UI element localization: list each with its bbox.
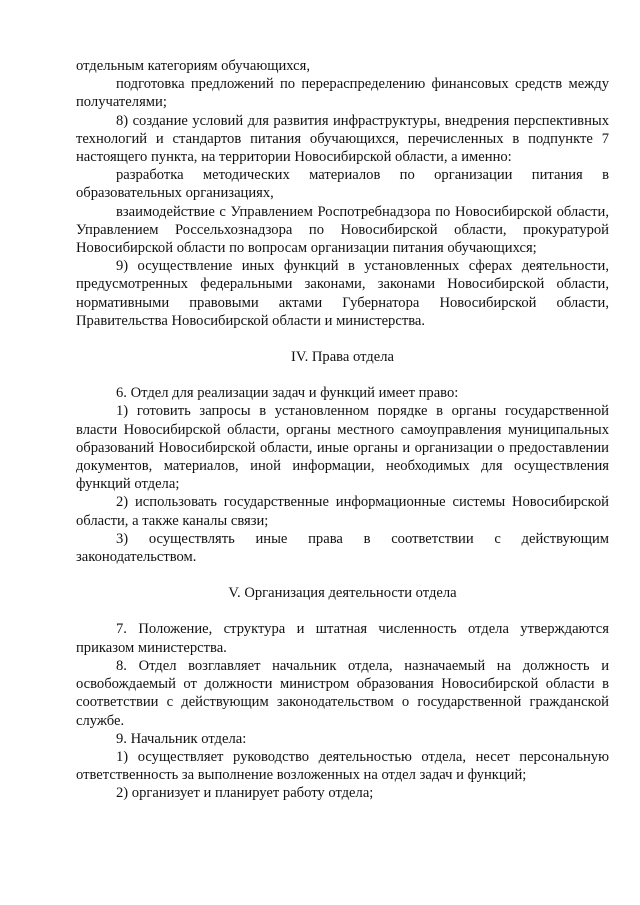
paragraph-6-item-1: 1) готовить запросы в установленном порядке в органы государственной власти Новосибирской области, органы местного самоуправления муниципальных образований Новосибирской области, иные органы и организации о предоставлении документов, материалов, иной информации, необходимых для осуществления функций отдела; [76,403,609,493]
section-4-heading: IV. Права отдела [291,349,394,366]
paragraph-9: 9. Начальник отдела: [116,730,247,747]
paragraph-interaction: взаимодействие с Управлением Роспотребнадзора по Новосибирской области, Управлением Россельхознадзора по Новосибирской области, прокуратурой Новосибирской области по вопросам организации питания обучающихся; [76,203,609,257]
paragraph-methodical-materials: разработка методических материалов по организации питания в образовательных организациях, [76,167,609,202]
paragraph-item-8: 8) создание условий для развития инфраструктуры, внедрения перспективных технологий и стандартов питания обучающихся, перечисленных в подпункте 7 настоящего пункта, на территории Новосибирской области, а именно: [76,112,609,166]
paragraph-6-item-2: 2) использовать государственные информационные системы Новосибирской области, а также каналы связи; [76,494,609,529]
paragraph-9-item-2: 2) организует и планирует работу отдела; [116,785,374,802]
paragraph-proposals: подготовка предложений по перераспределению финансовых средств между получателями; [76,76,609,111]
paragraph-8: 8. Отдел возглавляет начальник отдела, назначаемый на должность и освобождаемый от должности министром образования Новосибирской области в соответствии с действующим законодательством о государственной гражданской службе. [76,657,609,729]
paragraph-9-item-1: 1) осуществляет руководство деятельностью отдела, несет персональную ответственность за выполнение возложенных на отдел задач и функций; [76,748,609,784]
paragraph-7: 7. Положение, структура и штатная численность отдела утверждаются приказом министерства. [76,621,609,656]
paragraph-6-item-3: 3) осуществлять иные права в соответствии с действующим законодательством. [76,530,609,566]
paragraph-continuation: отдельным категориям обучающихся, [76,58,311,74]
document-page [76,57,609,803]
paragraph-item-9: 9) осуществление иных функций в установленных сферах деятельности, предусмотренных федеральными законами, законами Новосибирской области, нормативными правовыми актами Губернатора Новосибирской области, Правительства Новосибирской области и министерства. [76,258,609,329]
section-5-heading: V. Организация деятельности отдела [228,585,457,602]
paragraph-6: 6. Отдел для реализации задач и функций имеет право: [116,385,459,402]
